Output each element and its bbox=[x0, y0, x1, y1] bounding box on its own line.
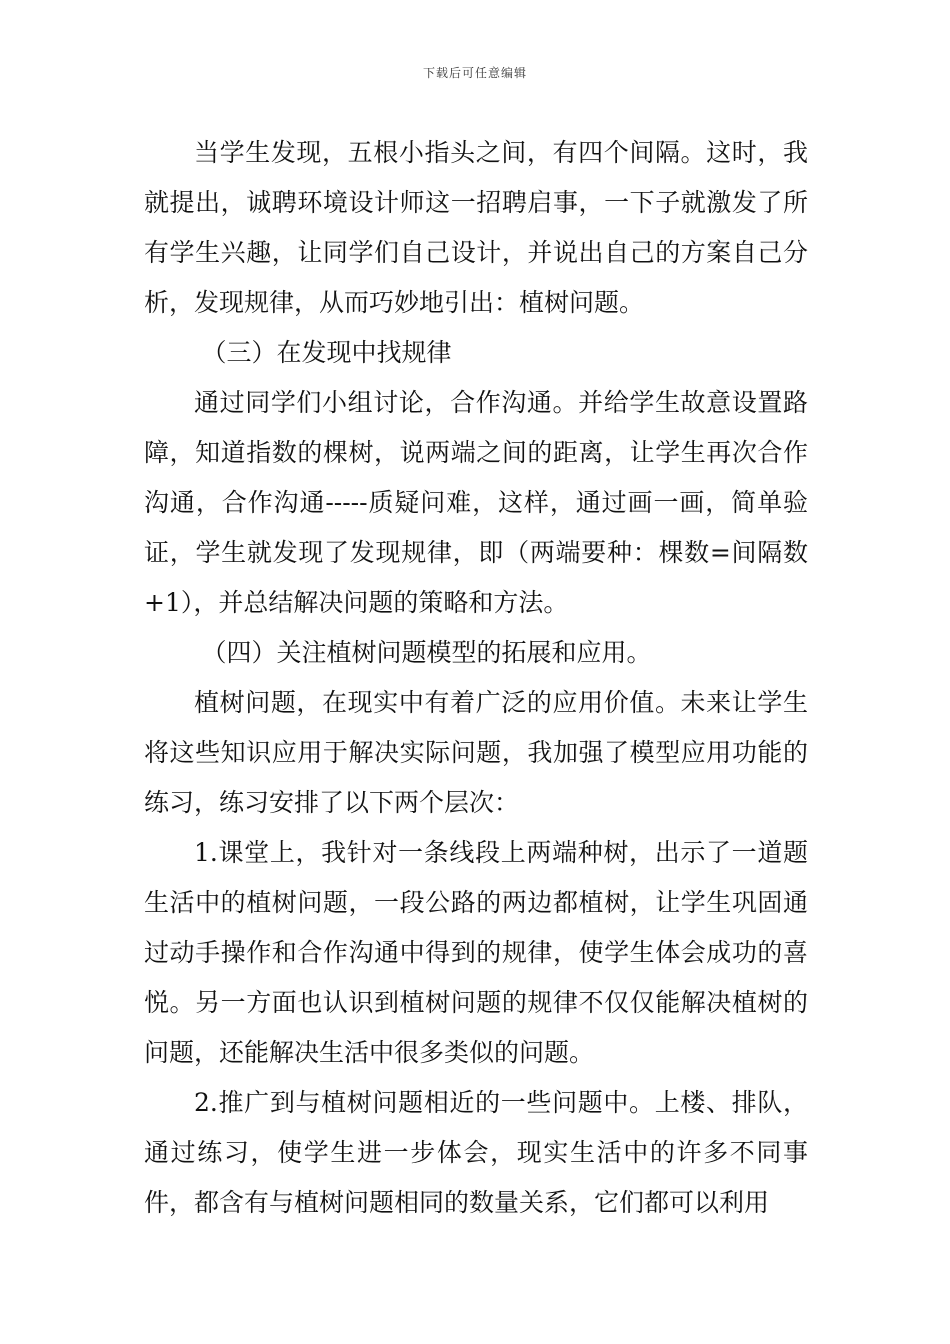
section-heading: （三）在发现中找规律 bbox=[201, 338, 452, 367]
paragraph: 当学生发现，五根小指头之间，有四个间隔。这时，我就提出，诚聘环境设计师这一招聘启事，一下子就激发了所有学生兴趣，让同学们自己设计，并说出自己的方案自己分析，发现规律，从而巧妙地引出：植树问题。 bbox=[144, 138, 808, 317]
paragraph: 1.课堂上，我针对一条线段上两端种树，出示了一道题生活中的植树问题，一段公路的两边都植树，让学生巩固通过动手操作和合作沟通中得到的规律，使学生体会成功的喜悦。另一方面也认识到植树问题的规律不仅仅能解决植树的问题，还能解决生活中很多类似的问题。 bbox=[144, 838, 808, 1067]
paragraph: 植树问题，在现实中有着广泛的应用价值。未来让学生将这些知识应用于解决实际问题，我加强了模型应用功能的练习，练习安排了以下两个层次： bbox=[144, 688, 808, 817]
document-body bbox=[144, 128, 808, 1228]
paragraph: 通过同学们小组讨论，合作沟通。并给学生故意设置路障，知道指数的棵树，说两端之间的距离，让学生再次合作沟通，合作沟通-----质疑问难，这样，通过画一画，简单验证，学生就发现了发现规律，即（两端要种：棵数=间隔数+1），并总结解决问题的策略和方法。 bbox=[144, 388, 808, 617]
page-header: 下载后可任意编辑 bbox=[422, 66, 527, 80]
paragraph: 2.推广到与植树问题相近的一些问题中。上楼、排队，通过练习，使学生进一步体会，现实生活中的许多不同事件，都含有与植树问题相同的数量关系，它们都可以利用 bbox=[144, 1088, 808, 1217]
section-heading: （四）关注植树问题模型的拓展和应用。 bbox=[201, 638, 652, 667]
